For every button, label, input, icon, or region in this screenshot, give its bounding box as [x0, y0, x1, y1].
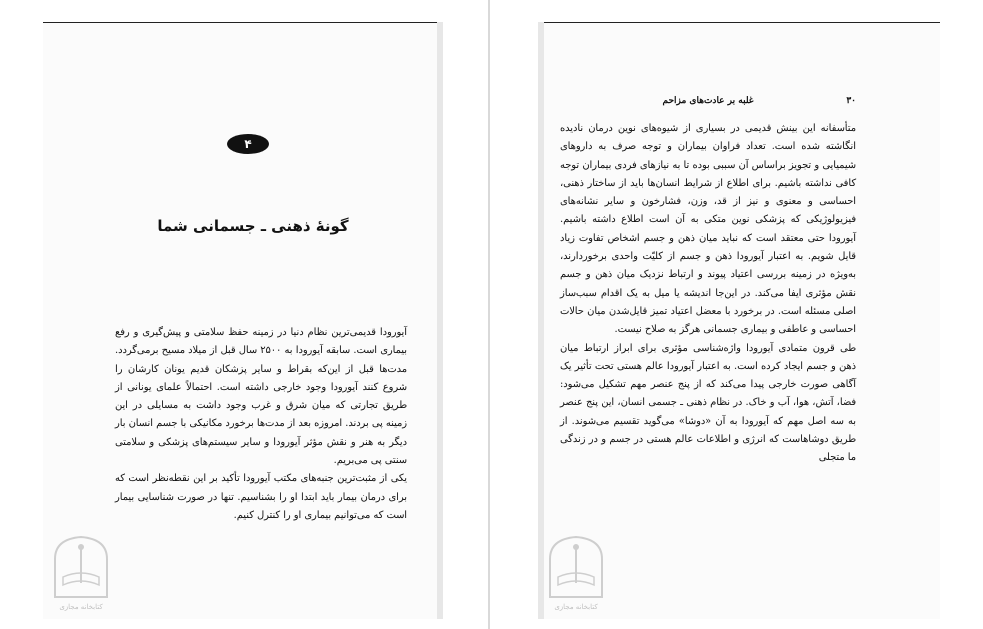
paragraph: متأسفانه این بینش قدیمی در بسیاری از شیوه‌های نوین درمان نادیده انگاشته شده است. تعداد فراوان بیماران و توجه صرف به داروهای شیمیایی و تجویز براساس آن سببی بوده تا به نیازهای فردی بیماران توجه کافی نداشته باشیم. برای اطلاع از شرایط انسان‌ها باید از ساختار ذهنی، احساسی و معنوی و نیز از قد، وزن، فشارخون و سایر نشانه‌های فیزیولوژیکی که پزشکی نوین متکی به آن است اطلاع داشته باشیم. آیورودا حتی معتقد است که نباید میان ذهن و جسم اشخاص تفاوت زیاد قایل شویم. به اعتبار آیورودا ذهن و جسم از کلیّت واحدی برخوردارند، به‌ویژه در زمینه بررسی اعتیاد پیوند و ارتباط نزدیک میان ذهن و جسم نقش مؤثری ایفا می‌کند. در این‌جا اندیشه یا میل به یک اقدام سبب‌ساز اصلی مسئله است. در برخورد با معضل اعتیاد تمیز قایل‌شدن میان حالات احساسی و عاطفی و بیماری جسمانی هرگز به صلاح نیست. — [560, 123, 856, 336]
chapter-title: گونهٔ ذهنی ـ جسمانی شما — [157, 217, 349, 235]
library-watermark-logo — [546, 533, 606, 611]
chapter-body — [115, 324, 407, 525]
running-title: غلبه بر عادت‌های مزاحم — [662, 96, 754, 106]
chapter-number: ۴ — [244, 137, 252, 151]
page-edge-shadow — [538, 22, 544, 619]
paragraph: یکی از مثبت‌ترین جنبه‌های مکتب آیورودا تأکید بر این نقطه‌نظر است که برای درمان بیمار باید ابتدا او را بشناسیم. تنها در صورت شناسایی بیمار است که می‌توانیم بیماری او را کنترل کنیم. — [115, 473, 407, 521]
page-top-border — [538, 22, 940, 23]
page-edge-shadow — [437, 22, 443, 619]
library-watermark-logo — [51, 533, 111, 611]
paragraph: آیورودا قدیمی‌ترین نظام دنیا در زمینه حفظ سلامتی و پیش‌گیری و رفع بیماری است. سابقه آیورودا به ۲۵۰۰ سال قبل از میلاد مسیح برمی‌گردد. مدت‌ها قبل از این‌که بقراط و سایر پزشکان قدیم یونان کارشان را شروع کنند آیورودا وجود خارجی داشته است. احتمالاً علمای یونانی از طریق تجارتی که میان شرق و غرب وجود داشت به مسایلی در این زمینه پی بردند. امروزه بعد از مدت‌ها برخورد مکانیکی با جسم انسان بار دیگر به هنر و نقش مؤثر آیورودا و سایر سیستم‌های پزشکی و سلامتی سنتی پی می‌بریم. — [115, 327, 407, 467]
page-number: ۳۰ — [846, 96, 856, 106]
book-emblem-icon — [546, 533, 606, 599]
paragraph: طی قرون متمادی آیورودا واژه‌شناسی مؤثری برای ابراز ارتباط میان ذهن و جسم ایجاد کرده است. به اعتبار آیورودا عالم هستی تحت تأثیر یک آگاهی صورت خارجی پیدا می‌کند که از پنج عنصر مهم تشکیل می‌شود: فضا، آتش، هوا، آب و خاک. در نظام ذهنی ـ جسمی انسان، این پنج عنصر به سه اصل مهم که آیورودا به آن «دوشا» می‌گوید تقسیم می‌شوند. از طریق دوشاهاست که انرژی و اطلاعات عالم هستی در جسم و در زندگی ما متجلی — [560, 342, 856, 464]
watermark-text: کتابخانه مجازی — [554, 603, 598, 611]
page-top-border — [43, 22, 443, 23]
chapter-number-badge — [227, 134, 269, 154]
left-page — [43, 22, 443, 619]
right-page — [538, 22, 940, 619]
book-emblem-icon — [51, 533, 111, 599]
book-gutter — [488, 0, 490, 629]
page-body — [560, 120, 856, 468]
watermark-text: کتابخانه مجازی — [59, 603, 103, 611]
